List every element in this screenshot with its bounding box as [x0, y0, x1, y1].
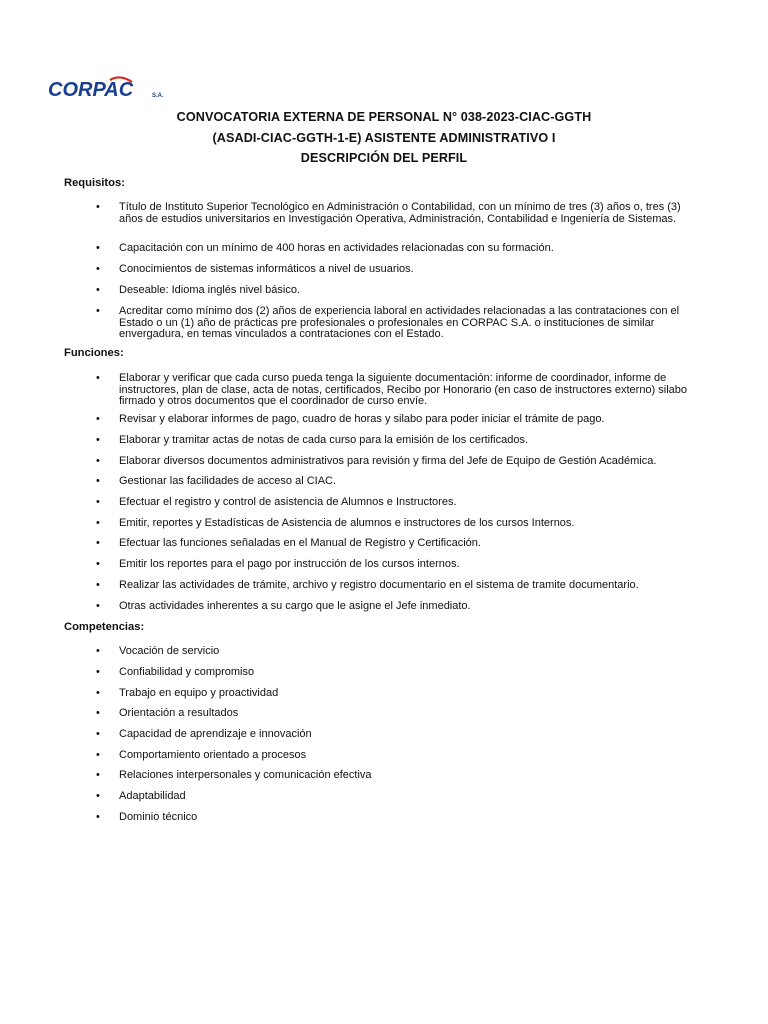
requisito-item: Título de Instituto Superior Tecnológico en Administración o Contabilidad, con un mínimo de tres (3) años o, tres (3) años de estudios universitarios en Investigación Operativa, Administración, Contabilidad e Ingeniería de Sistemas. [119, 201, 681, 225]
bullet: • [96, 201, 100, 213]
bullet: • [96, 707, 100, 719]
doc-title-line3: DESCRIPCIÓN DEL PERFIL [300, 151, 468, 165]
bullet: • [96, 263, 100, 275]
bullet: • [96, 600, 100, 612]
competencia-item: Confiabilidad y compromiso [119, 666, 255, 678]
competencias-heading: Competencias: [64, 621, 145, 633]
funcion-item: Elaborar y verificar que cada curso pueda tenga la siguiente documentación: informe de coordinador, informe de instructores, plan de clase, acta de notas, certificados, Recibo por Honorario (en caso de instructores externo) silabo firmado y otros documentos que el coordinador de curso envíe. [119, 372, 688, 408]
corpac-logo-icon [48, 76, 168, 102]
bullet: • [96, 284, 100, 296]
bullet: • [96, 769, 100, 781]
funcion-item: Elaborar y tramitar actas de notas de cada curso para la emisión de los certificados. [119, 434, 529, 446]
bullet: • [96, 372, 100, 384]
bullet: • [96, 537, 100, 549]
funcion-item: Otras actividades inherentes a su cargo que le asigne el Jefe inmediato. [119, 600, 471, 612]
funcion-item: Gestionar las facilidades de acceso al CIAC. [119, 475, 337, 487]
requisito-item: Acreditar como mínimo dos (2) años de experiencia laboral en actividades relacionadas a las contrataciones con el Estado o un (1) año de prácticas pre profesionales o profesionales en CORPAC S.A. o instituciones de similar envergadura, en temas vinculados a contrataciones con el Estado. [119, 305, 680, 341]
funcion-item: Efectuar el registro y control de asistencia de Alumnos e Instructores. [119, 496, 457, 508]
corpac-logo [48, 76, 168, 102]
bullet: • [96, 749, 100, 761]
competencia-item: Vocación de servicio [119, 645, 220, 657]
requisito-item: Conocimientos de sistemas informáticos a nivel de usuarios. [119, 263, 414, 275]
logo-text: CORPAC [48, 79, 134, 101]
funcion-item: Emitir, reportes y Estadísticas de Asistencia de alumnos e instructores de los cursos Internos. [119, 517, 575, 529]
bullet: • [96, 475, 100, 487]
doc-title-line1: CONVOCATORIA EXTERNA DE PERSONAL N° 038-2023-CIAC-GGTH [176, 110, 592, 124]
bullet: • [96, 517, 100, 529]
bullet: • [96, 790, 100, 802]
competencia-item: Capacidad de aprendizaje e innovación [119, 728, 312, 740]
competencia-item: Dominio técnico [119, 811, 198, 823]
funcion-item: Revisar y elaborar informes de pago, cuadro de horas y silabo para poder iniciar el trámite de pago. [119, 413, 605, 425]
funcion-item: Efectuar las funciones señaladas en el Manual de Registro y Certificación. [119, 537, 481, 549]
bullet: • [96, 413, 100, 425]
competencia-item: Relaciones interpersonales y comunicación efectiva [119, 769, 372, 781]
competencia-item: Trabajo en equipo y proactividad [119, 687, 279, 699]
requisitos-heading: Requisitos: [64, 177, 125, 189]
bullet: • [96, 242, 100, 254]
funcion-item: Realizar las actividades de trámite, archivo y registro documentario en el sistema de tramite documentario. [119, 579, 639, 591]
bullet: • [96, 666, 100, 678]
doc-title-line2: (ASADI-CIAC-GGTH-1-E) ASISTENTE ADMINISTRATIVO I [212, 131, 556, 145]
bullet: • [96, 645, 100, 657]
competencia-item: Comportamiento orientado a procesos [119, 749, 307, 761]
bullet: • [96, 434, 100, 446]
logo-suffix: S.A. [152, 93, 164, 99]
bullet: • [96, 305, 100, 317]
requisito-item: Deseable: Idioma inglés nivel básico. [119, 284, 300, 296]
requisito-item: Capacitación con un mínimo de 400 horas en actividades relacionadas con su formación. [119, 242, 554, 254]
bullet: • [96, 811, 100, 823]
funcion-item: Elaborar diversos documentos administrativos para revisión y firma del Jefe de Equipo de Gestión Académica. [119, 455, 657, 467]
competencia-item: Orientación a resultados [119, 707, 239, 719]
funciones-heading: Funciones: [64, 347, 124, 359]
competencia-item: Adaptabilidad [119, 790, 186, 802]
bullet: • [96, 579, 100, 591]
bullet: • [96, 455, 100, 467]
bullet: • [96, 558, 100, 570]
bullet: • [96, 728, 100, 740]
bullet: • [96, 687, 100, 699]
funcion-item: Emitir los reportes para el pago por instrucción de los cursos internos. [119, 558, 460, 570]
bullet: • [96, 496, 100, 508]
